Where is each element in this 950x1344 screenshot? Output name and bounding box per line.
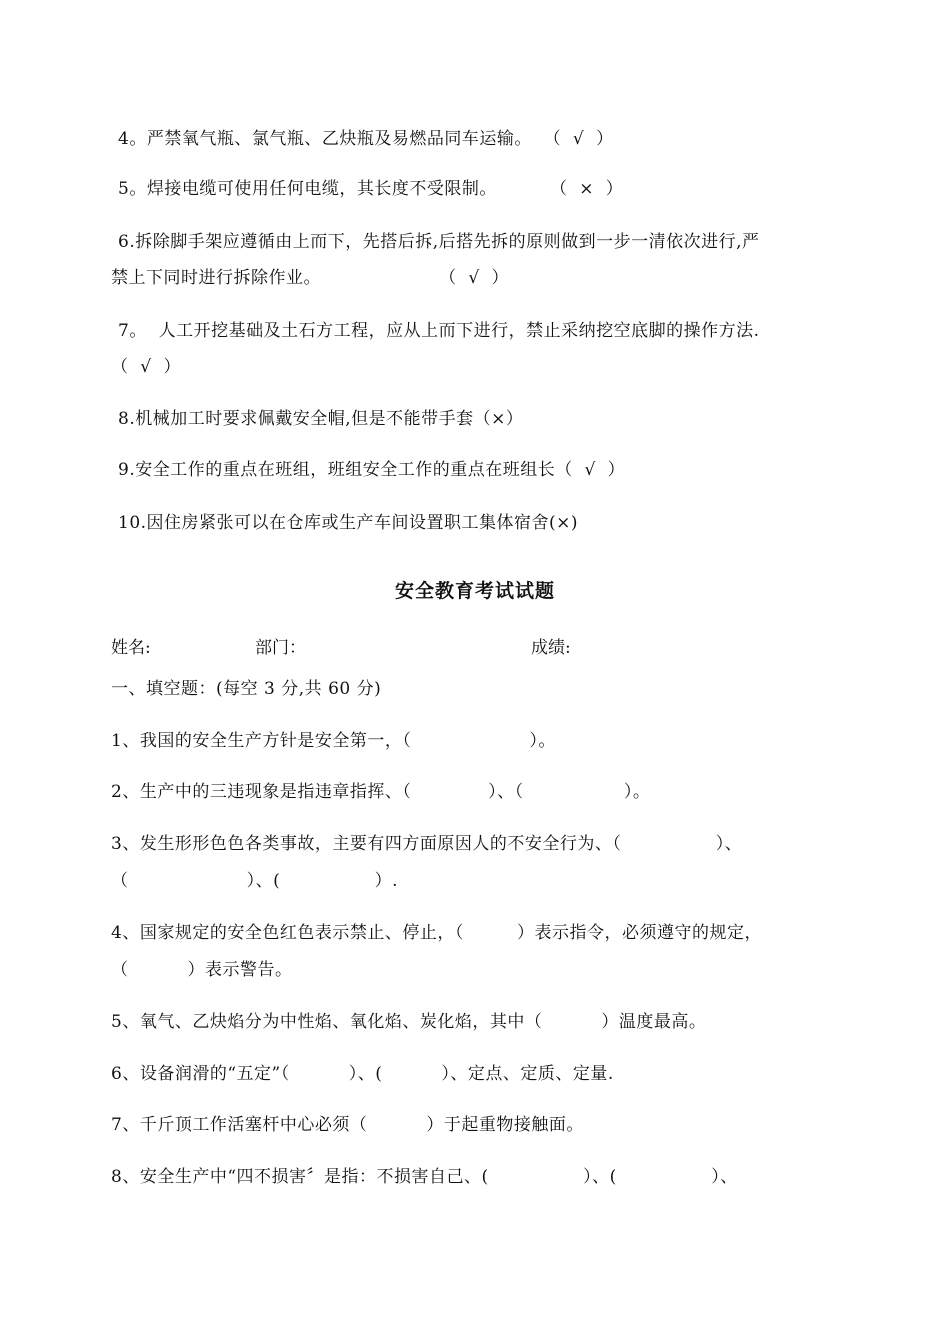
question-8: 8、安全生产中“四不损害〞是指：不损害自己、( ）、( ）、 [111, 1167, 738, 1187]
judgment-item-4: 4。严禁氧气瓶、氯气瓶、乙炔瓶及易燃品同车运输。 （ √ ） [118, 129, 614, 149]
question-6: 6、设备润滑的“五定”（ ）、( ）、定点、定质、定量. [111, 1064, 614, 1084]
question-1: 1、我国的安全生产方针是安全第一，（ ）。 [111, 731, 556, 751]
judgment-item-5: 5。焊接电缆可使用任何电缆，其长度不受限制。 （ × ） [118, 179, 624, 199]
judgment-item-7-line2: （ √ ） [111, 357, 181, 377]
judgment-item-8: 8.机械加工时要求佩戴安全帽,但是不能带手套（×） [118, 409, 524, 429]
question-2: 2、生产中的三违现象是指违章指挥、（ ）、（ ）。 [111, 782, 651, 802]
question-5: 5、氧气、乙炔焰分为中性焰、氧化焰、炭化焰，其中（ ）温度最高。 [111, 1012, 707, 1032]
judgment-item-7-line1: 7。 人工开挖基础及土石方工程，应从上而下进行，禁止采纳挖空底脚的操作方法. [118, 321, 760, 341]
question-3-line2: （ ）、( ）. [111, 871, 399, 891]
question-3-line1: 3、发生形形色色各类事故，主要有四方面原因人的不安全行为、（ ）、 [111, 834, 743, 854]
judgment-item-6-line2: 禁上下同时进行拆除作业。 （ √ ） [111, 268, 510, 288]
exam-title: 安全教育考试试题 [394, 580, 555, 602]
judgment-item-6-line1: 6.拆除脚手架应遵循由上而下，先搭后拆,后搭先拆的原则做到一步一清依次进行,严 [118, 232, 760, 252]
question-4-line1: 4、国家规定的安全色红色表示禁止、停止，（ ）表示指令，必须遵守的规定， [111, 923, 762, 943]
name-label: 姓名: [111, 638, 151, 658]
section-heading-fill-blank: 一、填空题：(每空 3 分,共 60 分) [111, 679, 382, 699]
question-7: 7、千斤顶工作活塞杆中心必须（ ）于起重物接触面。 [111, 1115, 584, 1135]
department-label: 部门： [255, 638, 306, 658]
score-label: 成绩: [531, 638, 571, 658]
judgment-item-10: 10.因住房紧张可以在仓库或生产车间设置职工集体宿舍(×) [118, 513, 579, 533]
judgment-item-9: 9.安全工作的重点在班组，班组安全工作的重点在班组长（ √ ） [118, 460, 626, 480]
question-4-line2: （ ）表示警告。 [111, 960, 293, 980]
